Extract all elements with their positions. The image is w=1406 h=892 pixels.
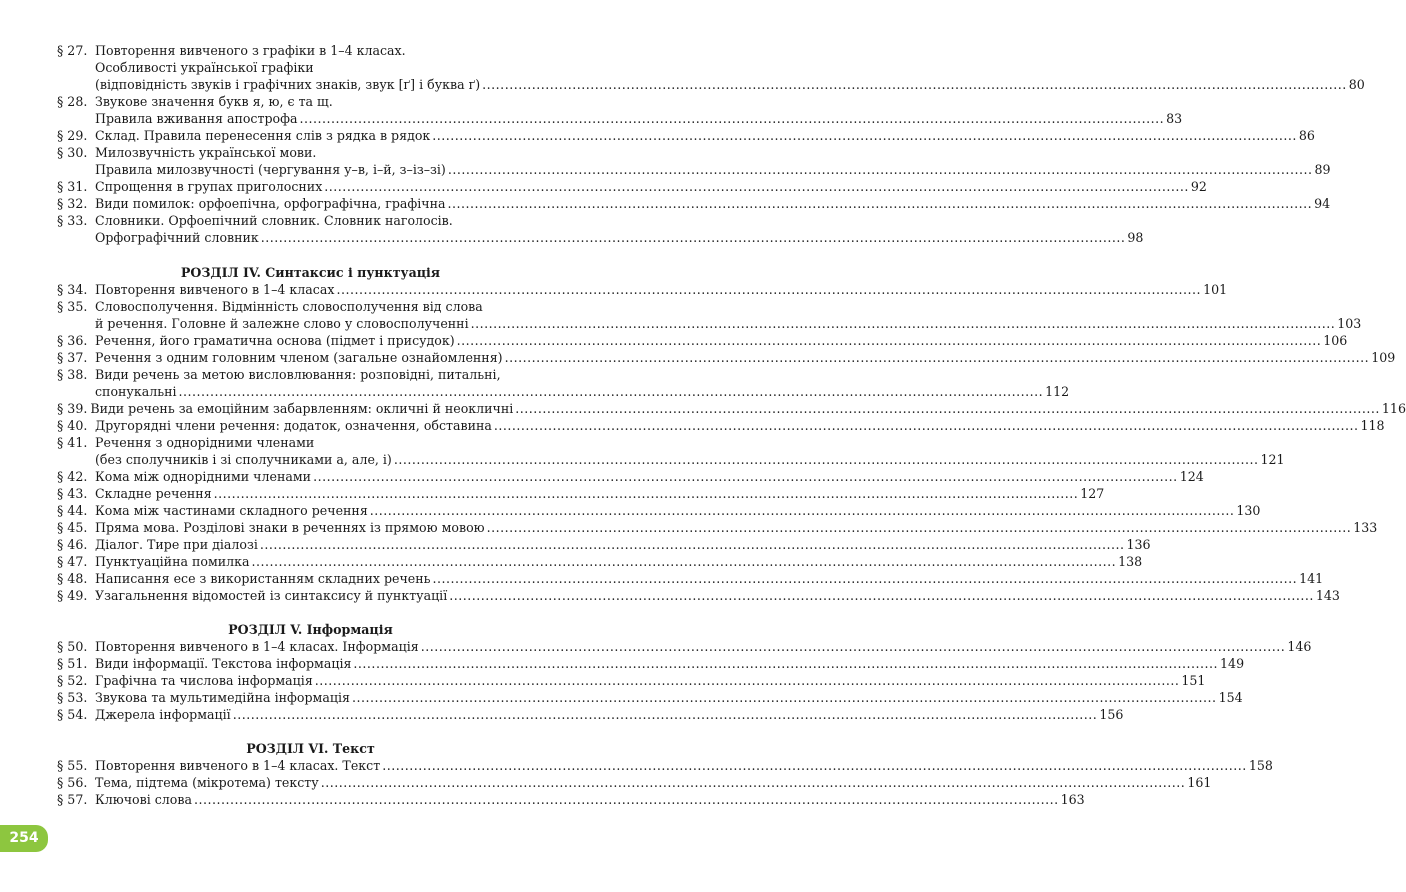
toc-entry-line[interactable]: [57, 689, 1243, 706]
page-ref: 127: [1080, 486, 1105, 501]
entry-title: Написання есе з використанням складних речень: [95, 571, 431, 586]
page-ref: 124: [1179, 469, 1204, 484]
section-number: § 45.: [57, 520, 88, 535]
toc-entry-line[interactable]: [57, 757, 1273, 774]
section-number: § 53.: [57, 690, 88, 705]
page-ref: 98: [1127, 230, 1144, 245]
entry-title: й речення. Головне й залежне слово у словосполученні: [95, 316, 469, 331]
toc-entry-line[interactable]: [57, 672, 1206, 689]
section-number: § 56.: [57, 775, 88, 790]
entry-title: Речення з одним головним членом (загальне ознайомлення): [95, 350, 503, 365]
toc-entry-line[interactable]: [57, 76, 1365, 93]
page-ref: 143: [1315, 588, 1340, 603]
entry-title: Звукова та мультимедійна інформація: [95, 690, 350, 705]
section-number: § 40.: [57, 418, 88, 433]
section-number: § 50.: [57, 639, 88, 654]
section-number: § 35.: [57, 299, 88, 314]
dot-leader: [494, 417, 1359, 434]
dot-leader: [336, 281, 1201, 298]
toc-entry-line[interactable]: [57, 791, 1085, 808]
entry-title: Правила вживання апострофа: [95, 111, 298, 126]
section-heading: РОЗДІЛ VI. Текст: [246, 741, 375, 756]
section-number: § 30.: [57, 145, 88, 160]
dot-leader: [233, 706, 1098, 723]
page-ref: 130: [1236, 503, 1261, 518]
dot-leader: [194, 791, 1059, 808]
section-number: § 55.: [57, 758, 88, 773]
section-number: § 28.: [57, 94, 88, 109]
entry-title: Милозвучність української мови.: [95, 145, 317, 160]
page-ref: 101: [1203, 282, 1228, 297]
section-number: § 34.: [57, 282, 88, 297]
toc-entry-line[interactable]: [57, 400, 1406, 417]
entry-title: Види помилок: орфоепічна, орфографічна, графічна: [95, 196, 446, 211]
entry-title: Діалог. Тире при діалозі: [95, 537, 258, 552]
dot-leader: [421, 638, 1286, 655]
page-ref: 121: [1260, 452, 1285, 467]
toc-entry-line[interactable]: [57, 553, 1143, 570]
toc-entry-line[interactable]: [57, 468, 1204, 485]
page-ref: 161: [1187, 775, 1212, 790]
toc-entry-line[interactable]: [57, 366, 564, 383]
toc-entry-line[interactable]: [57, 536, 1151, 553]
dot-leader: [353, 655, 1218, 672]
entry-title: Ключові слова: [95, 792, 192, 807]
page-ref: 138: [1118, 554, 1143, 569]
entry-title: Орфографічний словник: [95, 230, 259, 245]
page-ref: 112: [1045, 384, 1070, 399]
entry-title: Кома між частинами складного речення: [95, 503, 368, 518]
toc-entry-line[interactable]: [57, 519, 1378, 536]
dot-leader: [505, 349, 1370, 366]
page-ref: 154: [1218, 690, 1243, 705]
section-number: § 49.: [57, 588, 88, 603]
toc-entry-line[interactable]: [57, 774, 1212, 791]
dot-leader: [252, 553, 1117, 570]
entry-title: Види речень за емоційним забарвленням: окличні й неокличні: [90, 401, 514, 416]
page-ref: 80: [1348, 77, 1365, 92]
dot-leader: [179, 383, 1044, 400]
page-ref: 83: [1166, 111, 1183, 126]
dot-leader: [321, 774, 1186, 791]
entry-title: Особливості української графіки: [95, 60, 314, 75]
section-number: § 48.: [57, 571, 88, 586]
dot-leader: [260, 536, 1125, 553]
entry-title: Словосполучення. Відмінність словосполучення від слова: [95, 299, 483, 314]
toc-entry-line[interactable]: [57, 229, 1144, 246]
page-ref: 109: [1371, 350, 1396, 365]
toc-entry-line[interactable]: [57, 417, 1385, 434]
toc-entry-line[interactable]: [57, 502, 1261, 519]
dot-leader: [352, 689, 1217, 706]
toc-entry-line[interactable]: [57, 587, 1340, 604]
page-ref: 103: [1337, 316, 1362, 331]
entry-title: Повторення вивченого з графіки в 1–4 класах.: [95, 43, 406, 58]
dot-leader: [315, 672, 1180, 689]
entry-title: (без сполучників і зі сполучниками а, але, і): [95, 452, 392, 467]
page-ref: 86: [1298, 128, 1315, 143]
entry-title: Тема, підтема (мікротема) тексту: [95, 775, 319, 790]
dot-leader: [214, 485, 1079, 502]
page-ref: 151: [1181, 673, 1206, 688]
entry-title: Повторення вивченого в 1–4 класах: [95, 282, 335, 297]
entry-title: Складне речення: [95, 486, 212, 501]
section-number: § 46.: [57, 537, 88, 552]
entry-title: Графічна та числова інформація: [95, 673, 313, 688]
toc-entry-line[interactable]: [57, 212, 564, 229]
section-number: § 39.: [57, 401, 88, 416]
entry-title: Речення з однорідними членами: [95, 435, 315, 450]
section-number: § 27.: [57, 43, 88, 58]
dot-leader: [515, 400, 1380, 417]
toc-entry-line[interactable]: [57, 59, 564, 76]
entry-title: Речення, його граматична основа (підмет і присудок): [95, 333, 455, 348]
page-ref: 136: [1126, 537, 1151, 552]
dot-leader: [394, 451, 1259, 468]
page-ref: 149: [1220, 656, 1245, 671]
entry-title: спонукальні: [95, 384, 177, 399]
entry-title: Повторення вивченого в 1–4 класах. Текст: [95, 758, 381, 773]
dot-leader: [487, 519, 1352, 536]
section-number: § 41.: [57, 435, 88, 450]
toc-entry-line[interactable]: [57, 655, 1245, 672]
toc-entry-line[interactable]: [57, 332, 1348, 349]
page-ref: 133: [1353, 520, 1378, 535]
section-number: § 44.: [57, 503, 88, 518]
section-number: § 52.: [57, 673, 88, 688]
dot-leader: [482, 76, 1347, 93]
toc-entry-line[interactable]: [57, 127, 1315, 144]
page-ref: 141: [1299, 571, 1324, 586]
entry-title: Звукове значення букв я, ю, є та щ.: [95, 94, 333, 109]
page-ref: 146: [1287, 639, 1312, 654]
toc-entry-line[interactable]: [57, 383, 1070, 400]
entry-title: Види інформації. Текстова інформація: [95, 656, 352, 671]
entry-title: Узагальнення відомостей із синтаксису й пунктуації: [95, 588, 448, 603]
section-number: § 54.: [57, 707, 88, 722]
entry-title: Джерела інформації: [95, 707, 231, 722]
toc-entry-line[interactable]: [57, 195, 1331, 212]
toc-entry-line[interactable]: [57, 178, 1207, 195]
section-number: § 57.: [57, 792, 88, 807]
section-number: § 37.: [57, 350, 88, 365]
entry-title: Спрощення в групах приголосних: [95, 179, 323, 194]
section-number: § 33.: [57, 213, 88, 228]
page-ref: 163: [1060, 792, 1085, 807]
page-ref: 89: [1314, 162, 1331, 177]
section-heading: РОЗДІЛ IV. Синтаксис і пунктуація: [180, 265, 441, 280]
toc-entry-line[interactable]: [57, 42, 564, 59]
entry-title: Склад. Правила перенесення слів з рядка в рядок: [95, 128, 431, 143]
dot-leader: [448, 195, 1313, 212]
toc-entry-line[interactable]: [57, 451, 1285, 468]
section-number: § 32.: [57, 196, 88, 211]
toc-entry-line[interactable]: [57, 638, 1312, 655]
table-of-contents: [57, 42, 1406, 808]
entry-title: Повторення вивченого в 1–4 класах. Інформація: [95, 639, 419, 654]
section-number: § 31.: [57, 179, 88, 194]
toc-entry-line[interactable]: [57, 706, 1124, 723]
toc-entry-line[interactable]: [57, 93, 564, 110]
dot-leader: [449, 587, 1314, 604]
toc-entry-line[interactable]: [57, 144, 564, 161]
toc-entry-line[interactable]: [57, 161, 1331, 178]
section-number: § 38.: [57, 367, 88, 382]
dot-leader: [382, 757, 1247, 774]
entry-title: (відповідність звуків і графічних знаків, звук [ґ] і буква ґ): [95, 77, 481, 92]
entry-title: Пунктуаційна помилка: [95, 554, 250, 569]
entry-title: Види речень за метою висловлювання: розповідні, питальні,: [95, 367, 501, 382]
section-number: § 43.: [57, 486, 88, 501]
toc-entry-line[interactable]: [57, 485, 1105, 502]
entry-title: Правила милозвучності (чергування у–в, і–й, з–із–зі): [95, 162, 446, 177]
page-ref: 92: [1190, 179, 1207, 194]
page-ref: 106: [1323, 333, 1348, 348]
entry-title: Пряма мова. Розділові знаки в реченнях із прямою мовою: [95, 520, 485, 535]
dot-leader: [370, 502, 1235, 519]
entry-title: Кома між однорідними членами: [95, 469, 312, 484]
dot-leader: [261, 229, 1126, 246]
toc-entry-line[interactable]: [57, 281, 1228, 298]
toc-entry-line[interactable]: [57, 434, 564, 451]
page-number-badge: 254: [0, 825, 48, 852]
toc-entry-line[interactable]: [57, 315, 1362, 332]
dot-leader: [457, 332, 1322, 349]
dot-leader: [471, 315, 1336, 332]
section-number: § 51.: [57, 656, 88, 671]
entry-title: Словники. Орфоепічний словник. Словник наголосів.: [95, 213, 453, 228]
dot-leader: [313, 468, 1178, 485]
toc-entry-line[interactable]: [57, 570, 1324, 587]
section-number: § 42.: [57, 469, 88, 484]
section-number: § 29.: [57, 128, 88, 143]
section-heading: РОЗДІЛ V. Інформація: [228, 622, 393, 637]
section-number: § 47.: [57, 554, 88, 569]
dot-leader: [433, 570, 1298, 587]
page-ref: 158: [1248, 758, 1273, 773]
page-ref: 116: [1381, 401, 1406, 416]
toc-entry-line[interactable]: [57, 298, 564, 315]
page-ref: 94: [1314, 196, 1331, 211]
page-ref: 118: [1360, 418, 1385, 433]
dot-leader: [448, 161, 1313, 178]
page-ref: 156: [1099, 707, 1124, 722]
toc-entry-line[interactable]: [57, 349, 1396, 366]
dot-leader: [324, 178, 1189, 195]
dot-leader: [299, 110, 1164, 127]
entry-title: Другорядні члени речення: додаток, означення, обставина: [95, 418, 492, 433]
section-number: § 36.: [57, 333, 88, 348]
dot-leader: [432, 127, 1297, 144]
toc-entry-line[interactable]: [57, 110, 1183, 127]
